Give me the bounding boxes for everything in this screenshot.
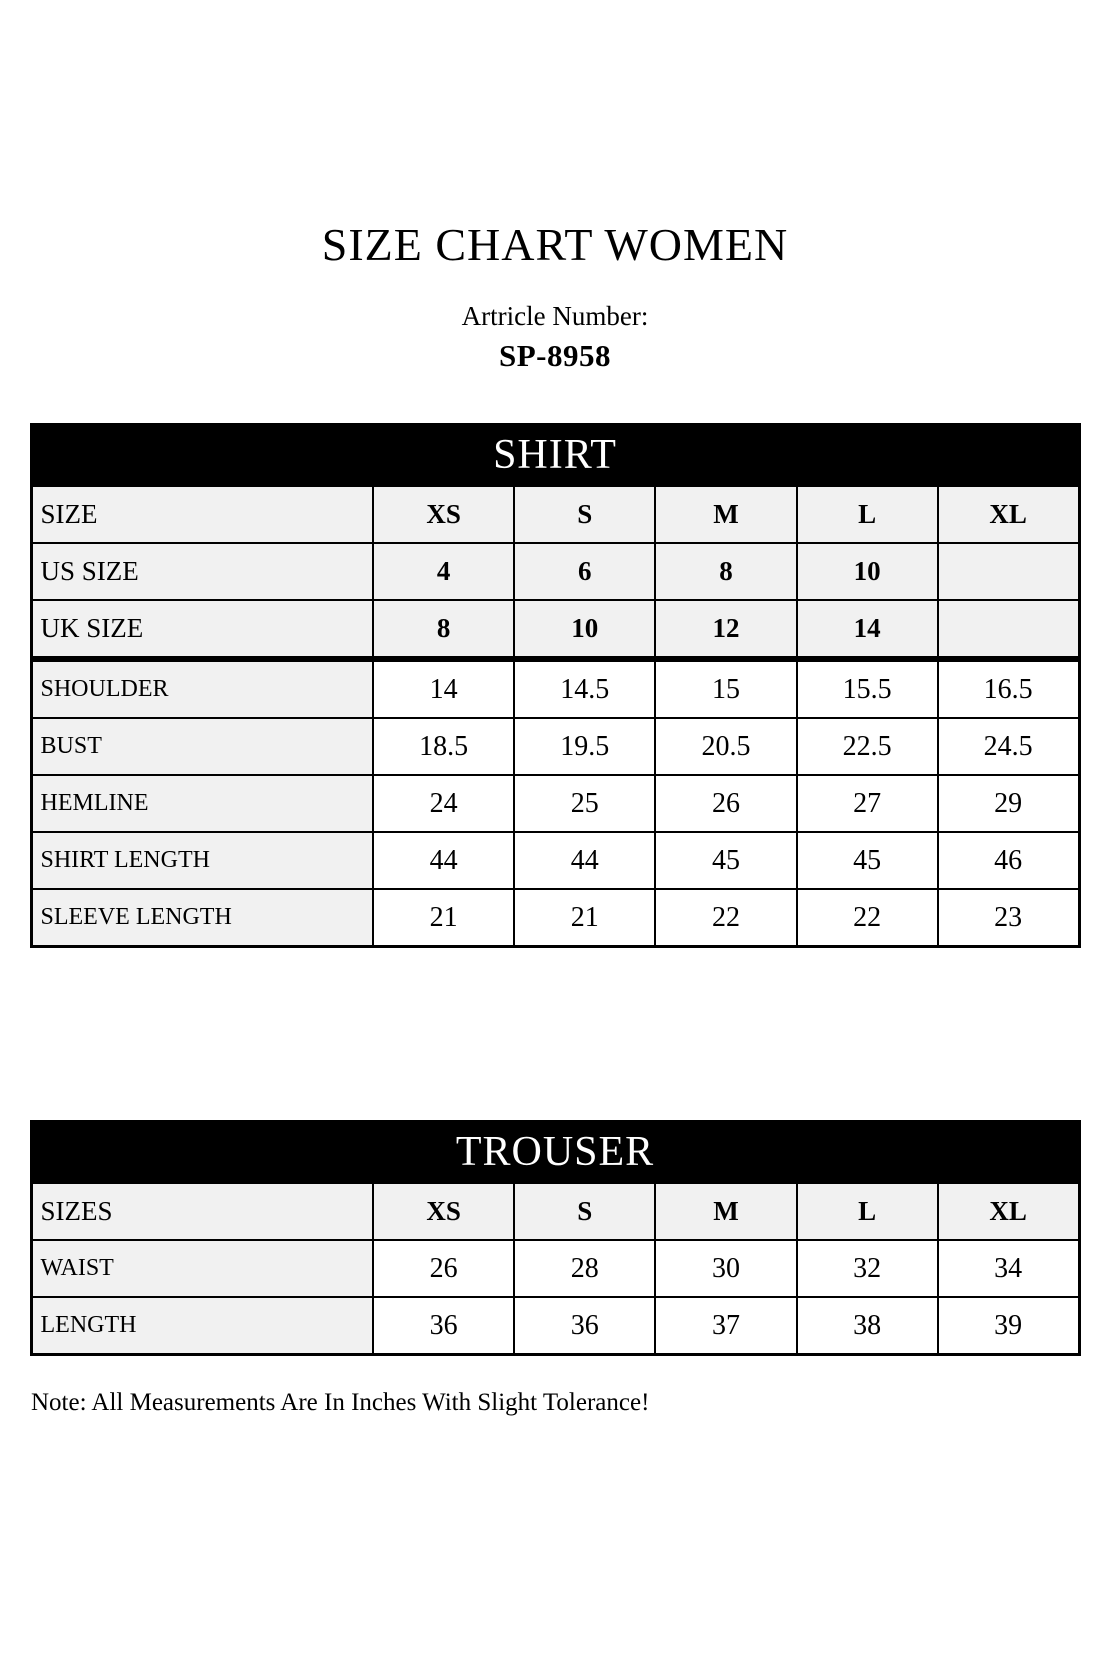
value-cell: 8 (373, 600, 514, 659)
value-cell (938, 600, 1079, 659)
row-label: WAIST (31, 1240, 373, 1297)
value-cell: 21 (514, 889, 655, 947)
value-cell: 22.5 (797, 718, 938, 775)
waist-row (31, 1240, 1079, 1297)
value-cell: 14 (373, 659, 514, 718)
value-cell: 46 (938, 832, 1079, 889)
value-cell: 12 (655, 600, 796, 659)
row-label: HEMLINE (31, 775, 373, 832)
row-label: SLEEVE LENGTH (31, 889, 373, 947)
value-cell: 24.5 (938, 718, 1079, 775)
value-cell: 24 (373, 775, 514, 832)
row-label: LENGTH (31, 1297, 373, 1355)
value-cell: 32 (797, 1240, 938, 1297)
value-cell (938, 543, 1079, 600)
row-label: SHIRT LENGTH (31, 832, 373, 889)
us-size-row (31, 543, 1079, 600)
size-cell: L (797, 1183, 938, 1241)
value-cell: 39 (938, 1297, 1079, 1355)
trouser-table-title-row (31, 1122, 1079, 1183)
value-cell: 21 (373, 889, 514, 947)
value-cell: 36 (514, 1297, 655, 1355)
value-cell: 23 (938, 889, 1079, 947)
hemline-row (31, 775, 1079, 832)
article-number-value: SP-8958 (499, 338, 611, 373)
value-cell: 44 (514, 832, 655, 889)
shirt-size-header-row (31, 486, 1079, 544)
length-row (31, 1297, 1079, 1355)
row-label: SHOULDER (31, 659, 373, 718)
size-cell: S (514, 1183, 655, 1241)
row-label: SIZE (31, 486, 373, 544)
value-cell: 34 (938, 1240, 1079, 1297)
value-cell: 22 (797, 889, 938, 947)
row-label: BUST (31, 718, 373, 775)
value-cell: 14.5 (514, 659, 655, 718)
value-cell: 36 (373, 1297, 514, 1355)
row-label: UK SIZE (31, 600, 373, 659)
value-cell: 25 (514, 775, 655, 832)
size-cell: M (655, 1183, 796, 1241)
page-title: SIZE CHART WOMEN (321, 219, 789, 270)
value-cell: 45 (655, 832, 796, 889)
article-number-label: Artricle Number: (461, 301, 649, 331)
value-cell: 19.5 (514, 718, 655, 775)
shirt-table-title: SHIRT (31, 425, 1079, 486)
value-cell: 29 (938, 775, 1079, 832)
value-cell: 8 (655, 543, 796, 600)
value-cell: 16.5 (938, 659, 1079, 718)
value-cell: 26 (373, 1240, 514, 1297)
shoulder-row (31, 659, 1079, 718)
row-label: US SIZE (31, 543, 373, 600)
value-cell: 38 (797, 1297, 938, 1355)
value-cell: 45 (797, 832, 938, 889)
size-cell: M (655, 486, 796, 544)
value-cell: 18.5 (373, 718, 514, 775)
size-cell: XL (938, 486, 1079, 544)
value-cell: 44 (373, 832, 514, 889)
trouser-size-table (30, 1120, 1081, 1356)
value-cell: 10 (514, 600, 655, 659)
value-cell: 27 (797, 775, 938, 832)
value-cell: 15.5 (797, 659, 938, 718)
value-cell: 22 (655, 889, 796, 947)
trouser-size-header-row (31, 1183, 1079, 1241)
value-cell: 26 (655, 775, 796, 832)
size-cell: XL (938, 1183, 1079, 1241)
value-cell: 30 (655, 1240, 796, 1297)
size-cell: XS (373, 1183, 514, 1241)
note-text: Note: All Measurements Are In Inches With Slight Tolerance! (31, 1389, 650, 1416)
shirt-length-row (31, 832, 1079, 889)
value-cell: 37 (655, 1297, 796, 1355)
sleeve-length-row (31, 889, 1079, 947)
size-cell: S (514, 486, 655, 544)
value-cell: 20.5 (655, 718, 796, 775)
value-cell: 10 (797, 543, 938, 600)
shirt-table-title-row (31, 425, 1079, 486)
uk-size-row (31, 600, 1079, 659)
value-cell: 4 (373, 543, 514, 600)
value-cell: 28 (514, 1240, 655, 1297)
value-cell: 6 (514, 543, 655, 600)
size-cell: L (797, 486, 938, 544)
value-cell: 14 (797, 600, 938, 659)
shirt-size-table (30, 423, 1081, 948)
size-cell: XS (373, 486, 514, 544)
value-cell: 15 (655, 659, 796, 718)
bust-row (31, 718, 1079, 775)
trouser-table-title: TROUSER (31, 1122, 1079, 1183)
row-label: SIZES (31, 1183, 373, 1241)
